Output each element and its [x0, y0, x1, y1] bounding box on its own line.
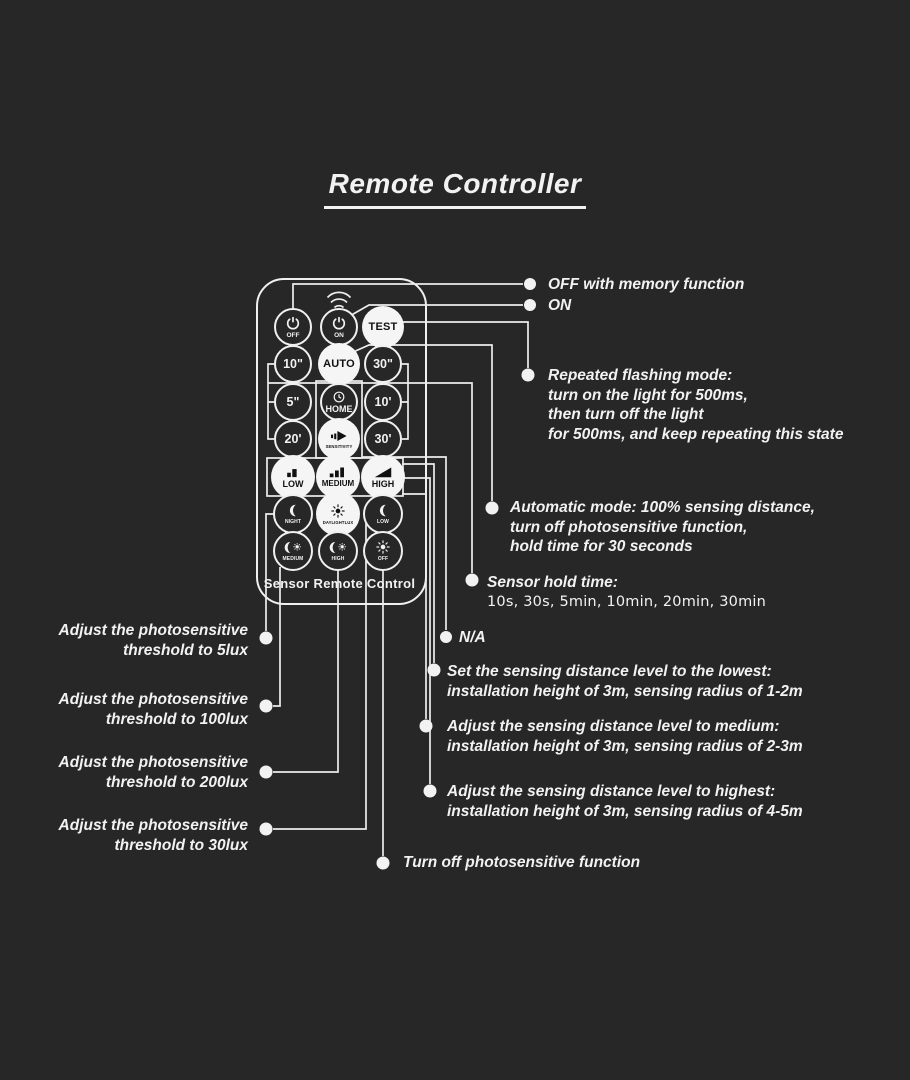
annotation-line: 10s, 30s, 5min, 10min, 20min, 30min	[487, 593, 767, 610]
clock-icon	[333, 391, 345, 403]
annotation-line: turn on the light for 500ms,	[548, 386, 748, 404]
annotation-100lux	[59, 690, 248, 729]
power-icon	[286, 316, 300, 330]
time-20m-button	[274, 420, 312, 458]
lux-high-button	[318, 531, 358, 571]
moon-icon	[287, 504, 300, 517]
annotation-line: Adjust the photosensitive	[58, 817, 248, 834]
distance-medium-label: MEDIUM	[321, 479, 355, 488]
annotation-dist-lowest	[447, 662, 803, 701]
bullet-off-memory	[524, 278, 536, 290]
time-30s-button	[364, 345, 402, 383]
test-button-label: TEST	[368, 321, 398, 333]
line-high-to-200lux	[273, 570, 338, 772]
home-button-label: HOME	[325, 403, 353, 414]
lux-medium-button	[273, 531, 313, 571]
bracket-right-times	[402, 364, 408, 439]
lux-daylight-button	[316, 492, 360, 536]
annotation-5lux	[59, 621, 248, 660]
annotation-line: Adjust the photosensitive	[58, 622, 248, 639]
annotation-line: Sensor hold time:	[487, 574, 618, 591]
annotation-hold-time	[487, 573, 766, 612]
bullet-100lux	[260, 700, 273, 713]
wifi-signal-icon	[328, 292, 351, 307]
bullet-dist-lowest	[428, 664, 441, 677]
auto-button	[318, 343, 360, 385]
ramp-high-icon	[374, 466, 392, 478]
annotation-line: installation height of 3m, sensing radius of 2-3m	[447, 737, 803, 755]
bullet-automatic	[486, 502, 499, 515]
lux-night-button	[273, 494, 313, 534]
lux-high-label: HIGH	[331, 555, 345, 562]
distance-high-button	[361, 455, 405, 499]
time-30s-label: 30"	[373, 357, 393, 371]
annotation-line: hold time for 30 seconds	[510, 538, 693, 555]
annotation-line: for 500ms, and keep repeating this state	[548, 425, 844, 443]
page-title: Remote Controller	[324, 168, 587, 209]
line-night-to-5lux	[266, 514, 276, 631]
annotation-line: Adjust the photosensitive	[58, 754, 248, 771]
time-10m-button	[364, 383, 402, 421]
lux-night-label: NIGHT	[284, 518, 302, 525]
annotation-photo-off: Turn off photosensitive function	[403, 854, 641, 871]
lux-daylight-label: DAYLIGHTLUX	[322, 519, 354, 525]
line-medium-to-medium	[402, 494, 426, 719]
distance-high-label: HIGH	[371, 478, 395, 489]
annotation-line: Adjust the photosensitive	[58, 691, 248, 708]
bullet-on	[524, 299, 536, 311]
bullet-30lux	[260, 823, 273, 836]
power-icon	[332, 316, 346, 330]
test-button	[362, 306, 404, 348]
annotation-dist-medium	[447, 717, 803, 756]
annotation-line: Adjust the sensing distance level to highest:	[447, 783, 776, 800]
annotation-flashing	[548, 366, 843, 444]
lux-off-button	[363, 531, 403, 571]
on-button	[320, 308, 358, 346]
annotation-line: Repeated flashing mode:	[548, 367, 733, 384]
bullet-200lux	[260, 766, 273, 779]
lux-medium-label: MEDIUM	[282, 555, 304, 562]
annotation-line: threshold to 30lux	[114, 836, 248, 854]
line-medium-to-100lux	[273, 567, 280, 706]
bullet-5lux	[260, 632, 273, 645]
time-10s-button	[274, 345, 312, 383]
auto-button-label: AUTO	[323, 358, 355, 370]
time-5s-button	[274, 383, 312, 421]
bars-low-icon	[285, 466, 301, 478]
sensitivity-arrow-icon	[331, 430, 348, 442]
distance-low-label: LOW	[282, 478, 304, 489]
annotation-line: threshold to 100lux	[105, 710, 248, 728]
time-10m-label: 10'	[374, 395, 392, 409]
time-30m-label: 30'	[374, 432, 392, 446]
time-30m-button	[364, 420, 402, 458]
sun-icon	[331, 504, 345, 518]
annotation-200lux	[59, 753, 248, 792]
bars-medium-icon	[329, 466, 347, 478]
time-5s-label: 5"	[286, 395, 300, 409]
annotation-na: N/A	[459, 629, 486, 646]
sensitivity-button	[318, 418, 360, 460]
bullet-holdtime	[466, 574, 479, 587]
sensitivity-button-label: SENSITIVITY	[325, 443, 353, 449]
home-button	[320, 383, 358, 421]
annotation-line: Set the sensing distance level to the lowest:	[447, 663, 772, 680]
moon-sun-icon	[329, 541, 347, 554]
moon-icon	[377, 504, 390, 517]
annotation-line: threshold to 5lux	[123, 641, 248, 659]
lux-off-label: OFF	[377, 556, 389, 562]
annotation-line: Adjust the sensing distance level to medium:	[447, 718, 780, 735]
annotation-30lux	[59, 816, 248, 855]
off-button-label: OFF	[286, 331, 300, 339]
annotation-line: turn off photosensitive function,	[510, 518, 748, 536]
moon-sun-icon	[284, 541, 302, 554]
annotation-line: then turn off the light	[548, 406, 704, 423]
distance-low-button	[271, 455, 315, 499]
off-button	[274, 308, 312, 346]
sun-icon	[376, 540, 390, 554]
bullet-photo-off	[377, 857, 390, 870]
annotation-line: installation height of 3m, sensing radius of 1-2m	[447, 682, 803, 700]
time-10s-label: 10"	[283, 357, 303, 371]
remote-footer-label: Sensor Remote Control	[263, 576, 416, 591]
annotation-line: threshold to 200lux	[105, 773, 248, 791]
annotation-automatic	[510, 498, 815, 557]
time-20m-label: 20'	[284, 432, 302, 446]
annotation-dist-highest	[447, 782, 803, 821]
bullet-dist-highest	[424, 785, 437, 798]
annotation-on: ON	[548, 297, 572, 314]
lux-low-label: LOW	[377, 518, 389, 525]
bullet-dist-medium	[420, 720, 433, 733]
bullet-na	[440, 631, 452, 643]
annotation-line: installation height of 3m, sensing radius of 4-5m	[447, 802, 803, 820]
annotation-off-memory: OFF with memory function	[548, 276, 745, 293]
on-button-label: ON	[334, 331, 344, 339]
annotation-line: Automatic mode: 100% sensing distance,	[510, 499, 815, 516]
bullet-flashing	[522, 369, 535, 382]
lux-low-button	[363, 494, 403, 534]
